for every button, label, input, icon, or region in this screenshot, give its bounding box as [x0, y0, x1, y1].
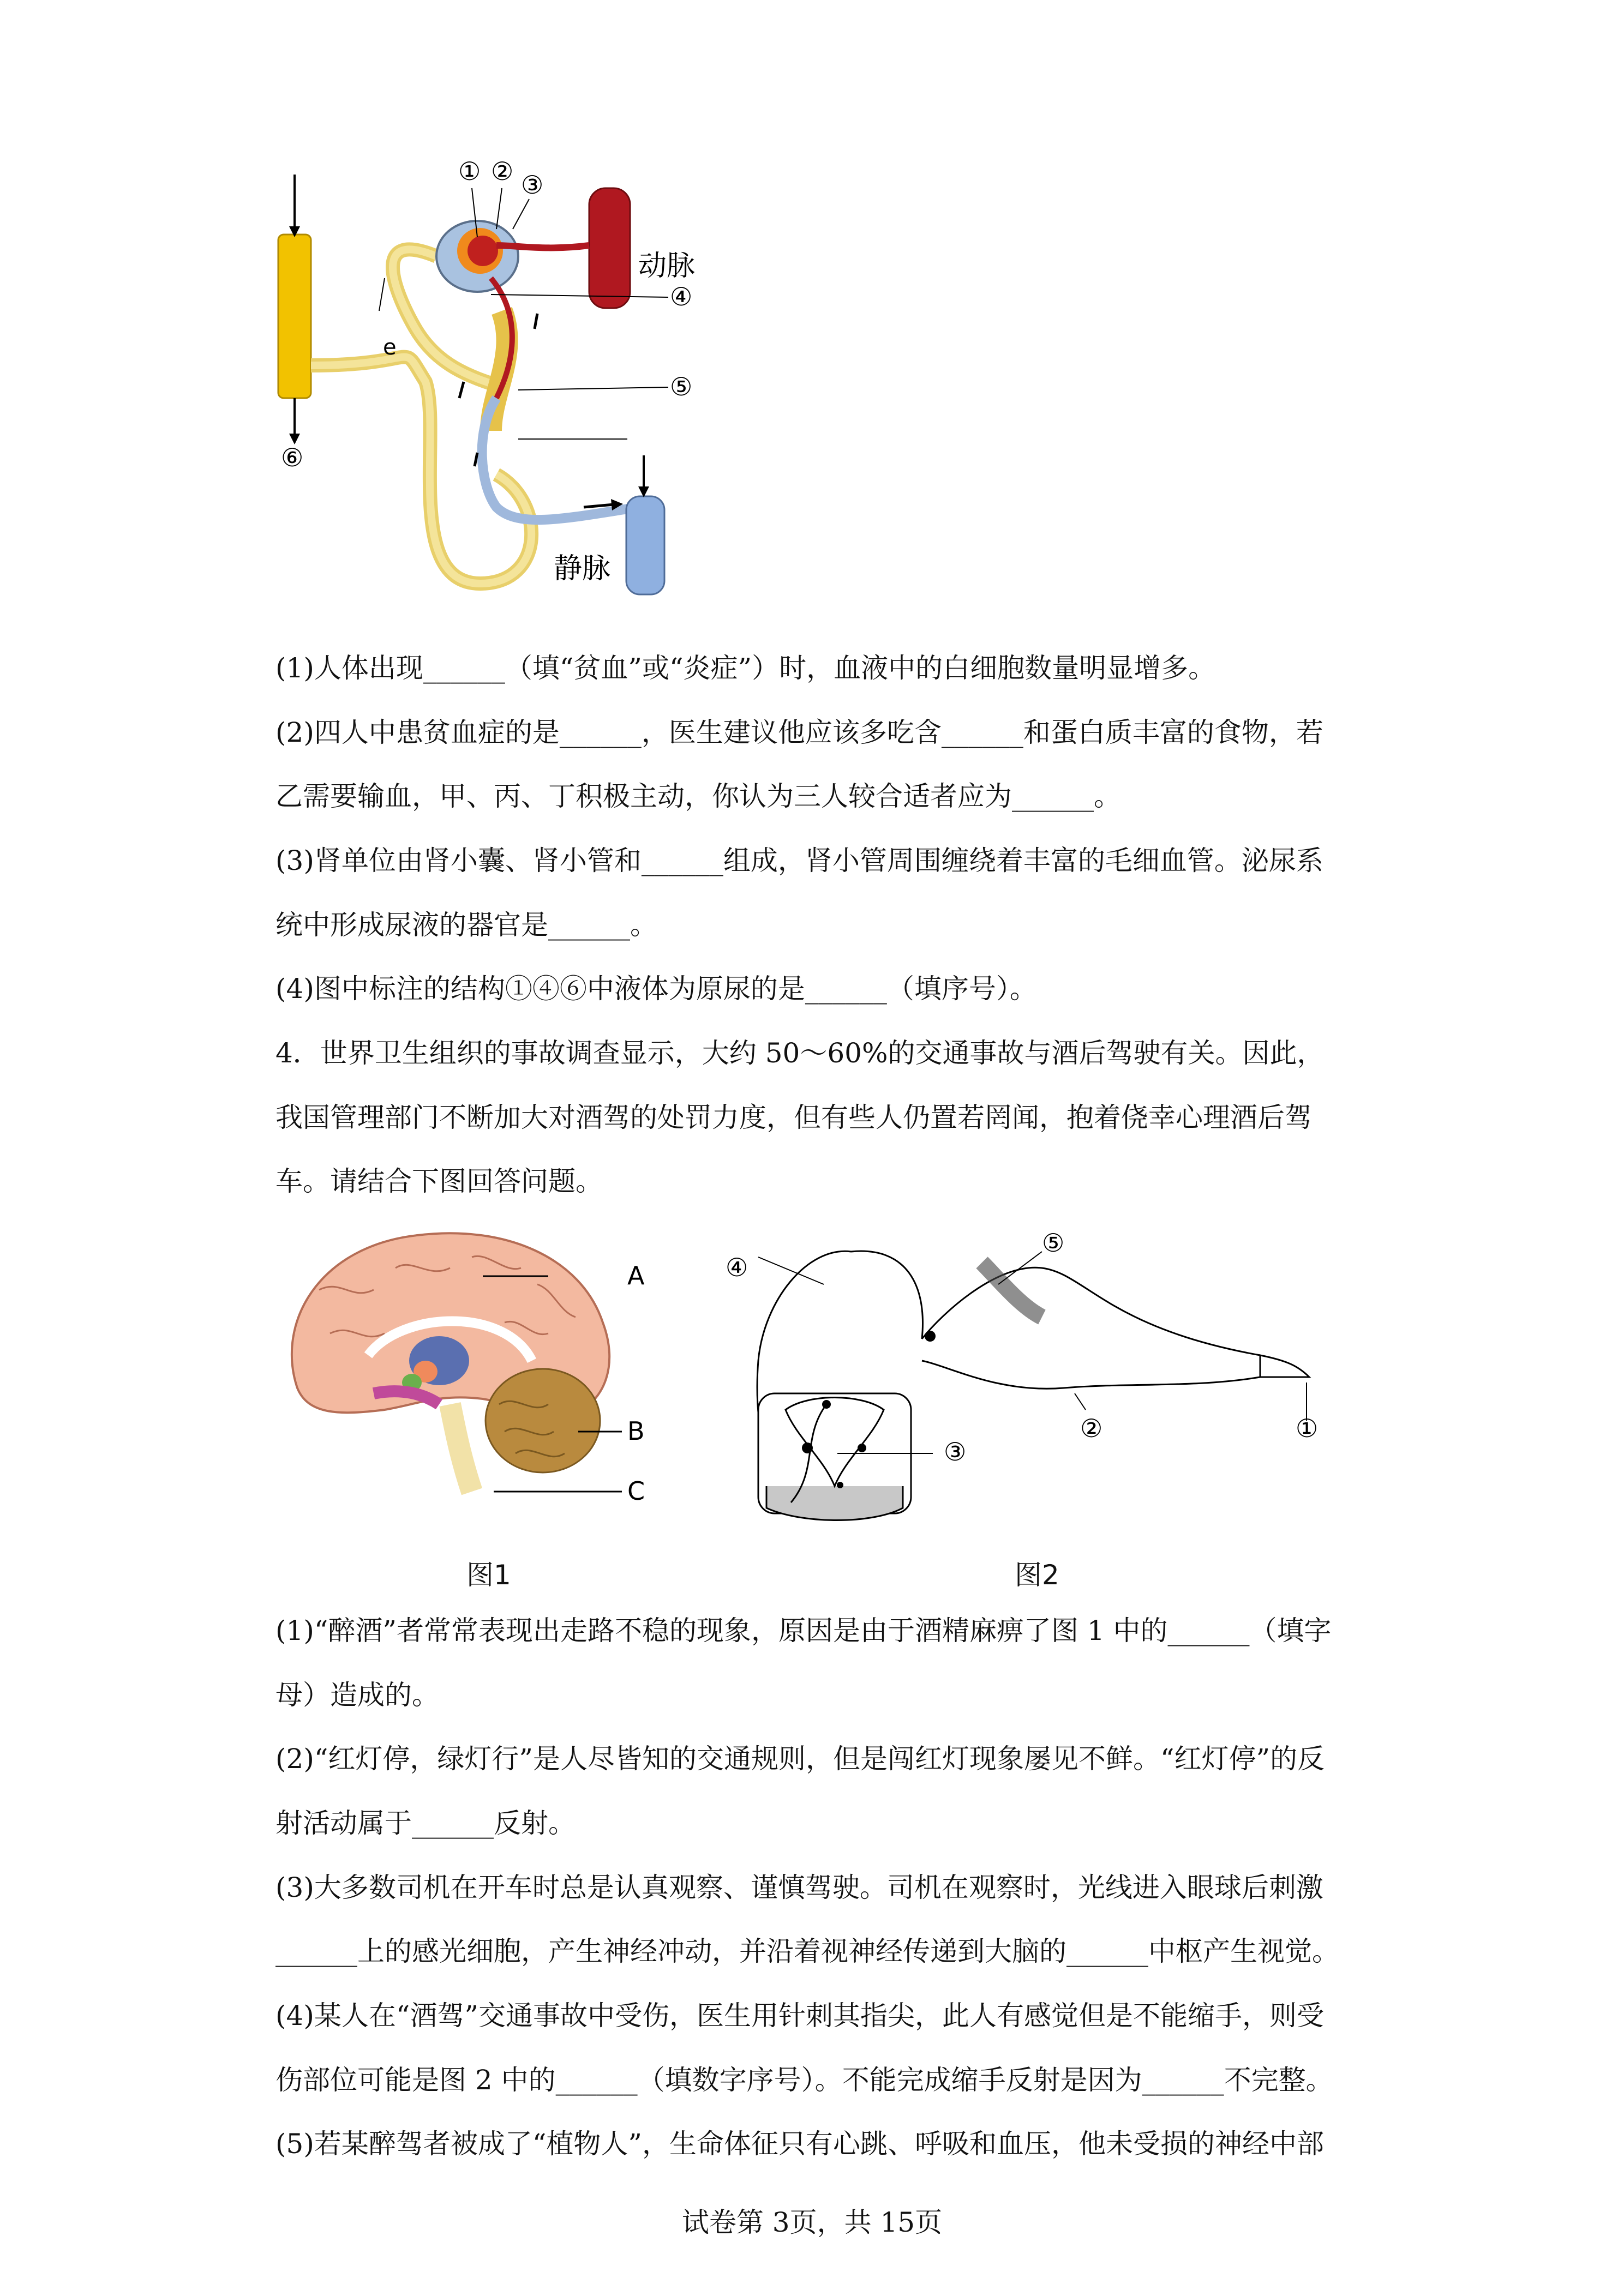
q4-intro-3: 车。请结合下图回答问题。 [275, 1165, 603, 1197]
kidney-label-4: ④ [670, 282, 693, 311]
kidney-label-6: ⑥ [281, 443, 304, 472]
kidney-label-artery: 动脉 [638, 250, 696, 283]
figure1-caption: 图1 [466, 1559, 511, 1591]
kidney-label-e: e [383, 335, 397, 360]
q3-line-5: 统中形成尿液的器官是______。 [275, 909, 657, 941]
reflex-label-3: ③ [944, 1437, 967, 1466]
brain-label-A: A [627, 1261, 645, 1290]
kidney-label-vein: 静脉 [554, 552, 611, 585]
q3-line-1: (1)人体出现______（填“贫血”或“炎症”）时，血液中的白细胞数量明显增多。 [275, 652, 1216, 684]
kidney-label-5: ⑤ [670, 372, 693, 401]
kidney-label-1: ① [458, 157, 481, 186]
kidney-label-3: ③ [521, 170, 544, 200]
q4-line-6: ______上的感光细胞，产生神经冲动，并沿着视神经传递到大脑的______中枢产生视觉。 [275, 1936, 1339, 1967]
reflex-label-2: ② [1080, 1414, 1103, 1443]
reflex-arc-figure [715, 1230, 1342, 1552]
q3-line-3: 乙需要输血，甲、丙、丁积极主动，你认为三人较合适者应为______。 [275, 780, 1121, 812]
brain-figure [275, 1224, 690, 1530]
q3-line-4: (3)肾单位由肾小囊、肾小管和______组成，肾小管周围缠绕着丰富的毛细血管。泌尿系 [275, 845, 1323, 876]
kidney-label-2: ② [491, 157, 514, 186]
page-footer: 试卷第 3页，共 15页 [681, 2207, 943, 2238]
q4-intro-1: 4．世界卫生组织的事故调查显示，大约 50～60%的交通事故与酒后驾驶有关。因此， [275, 1037, 1325, 1069]
reflex-label-1: ① [1296, 1414, 1319, 1443]
brain-label-C: C [627, 1476, 645, 1506]
q4-line-4: 射活动属于______反射。 [275, 1807, 576, 1839]
q4-intro-2: 我国管理部门不断加大对酒驾的处罚力度，但有些人仍置若罔闻，抱着侥幸心理酒后驾 [275, 1102, 1312, 1133]
q4-line-7: (4)某人在“酒驾”交通事故中受伤，医生用针刺其指尖，此人有感觉但是不能缩手，则受 [275, 2000, 1324, 2031]
q3-line-2: (2)四人中患贫血症的是______，医生建议他应该多吃含______和蛋白质丰富的食物，若 [275, 717, 1323, 748]
reflex-label-4: ④ [726, 1253, 748, 1282]
q4-line-9: (5)若某醉驾者被成了“植物人”，生命体征只有心跳、呼吸和血压，他未受损的神经中部 [275, 2128, 1324, 2160]
q4-line-2: 母）造成的。 [275, 1679, 439, 1711]
brain-label-B: B [627, 1416, 645, 1446]
q4-line-1: (1)“醉酒”者常常表现出走路不稳的现象，原因是由于酒精麻痹了图 1 中的______（填字 [275, 1615, 1332, 1646]
figure2-caption: 图2 [1015, 1559, 1059, 1591]
q3-line-6: (4)图中标注的结构①④⑥中液体为原尿的是______（填序号）。 [275, 973, 1037, 1005]
q4-line-3: (2)“红灯停，绿灯行”是人尽皆知的交通规则，但是闯红灯现象屡见不鲜。“红灯停”的反 [275, 1743, 1325, 1775]
q4-line-5: (3)大多数司机在开车时总是认真观察、谨慎驾驶。司机在观察时，光线进入眼球后刺激 [275, 1872, 1323, 1903]
kidney-nephron-figure [262, 147, 753, 616]
reflex-label-5: ⑤ [1042, 1230, 1065, 1258]
q4-line-8: 伤部位可能是图 2 中的______（填数字序号）。不能完成缩手反射是因为______不完整。 [275, 2064, 1333, 2096]
